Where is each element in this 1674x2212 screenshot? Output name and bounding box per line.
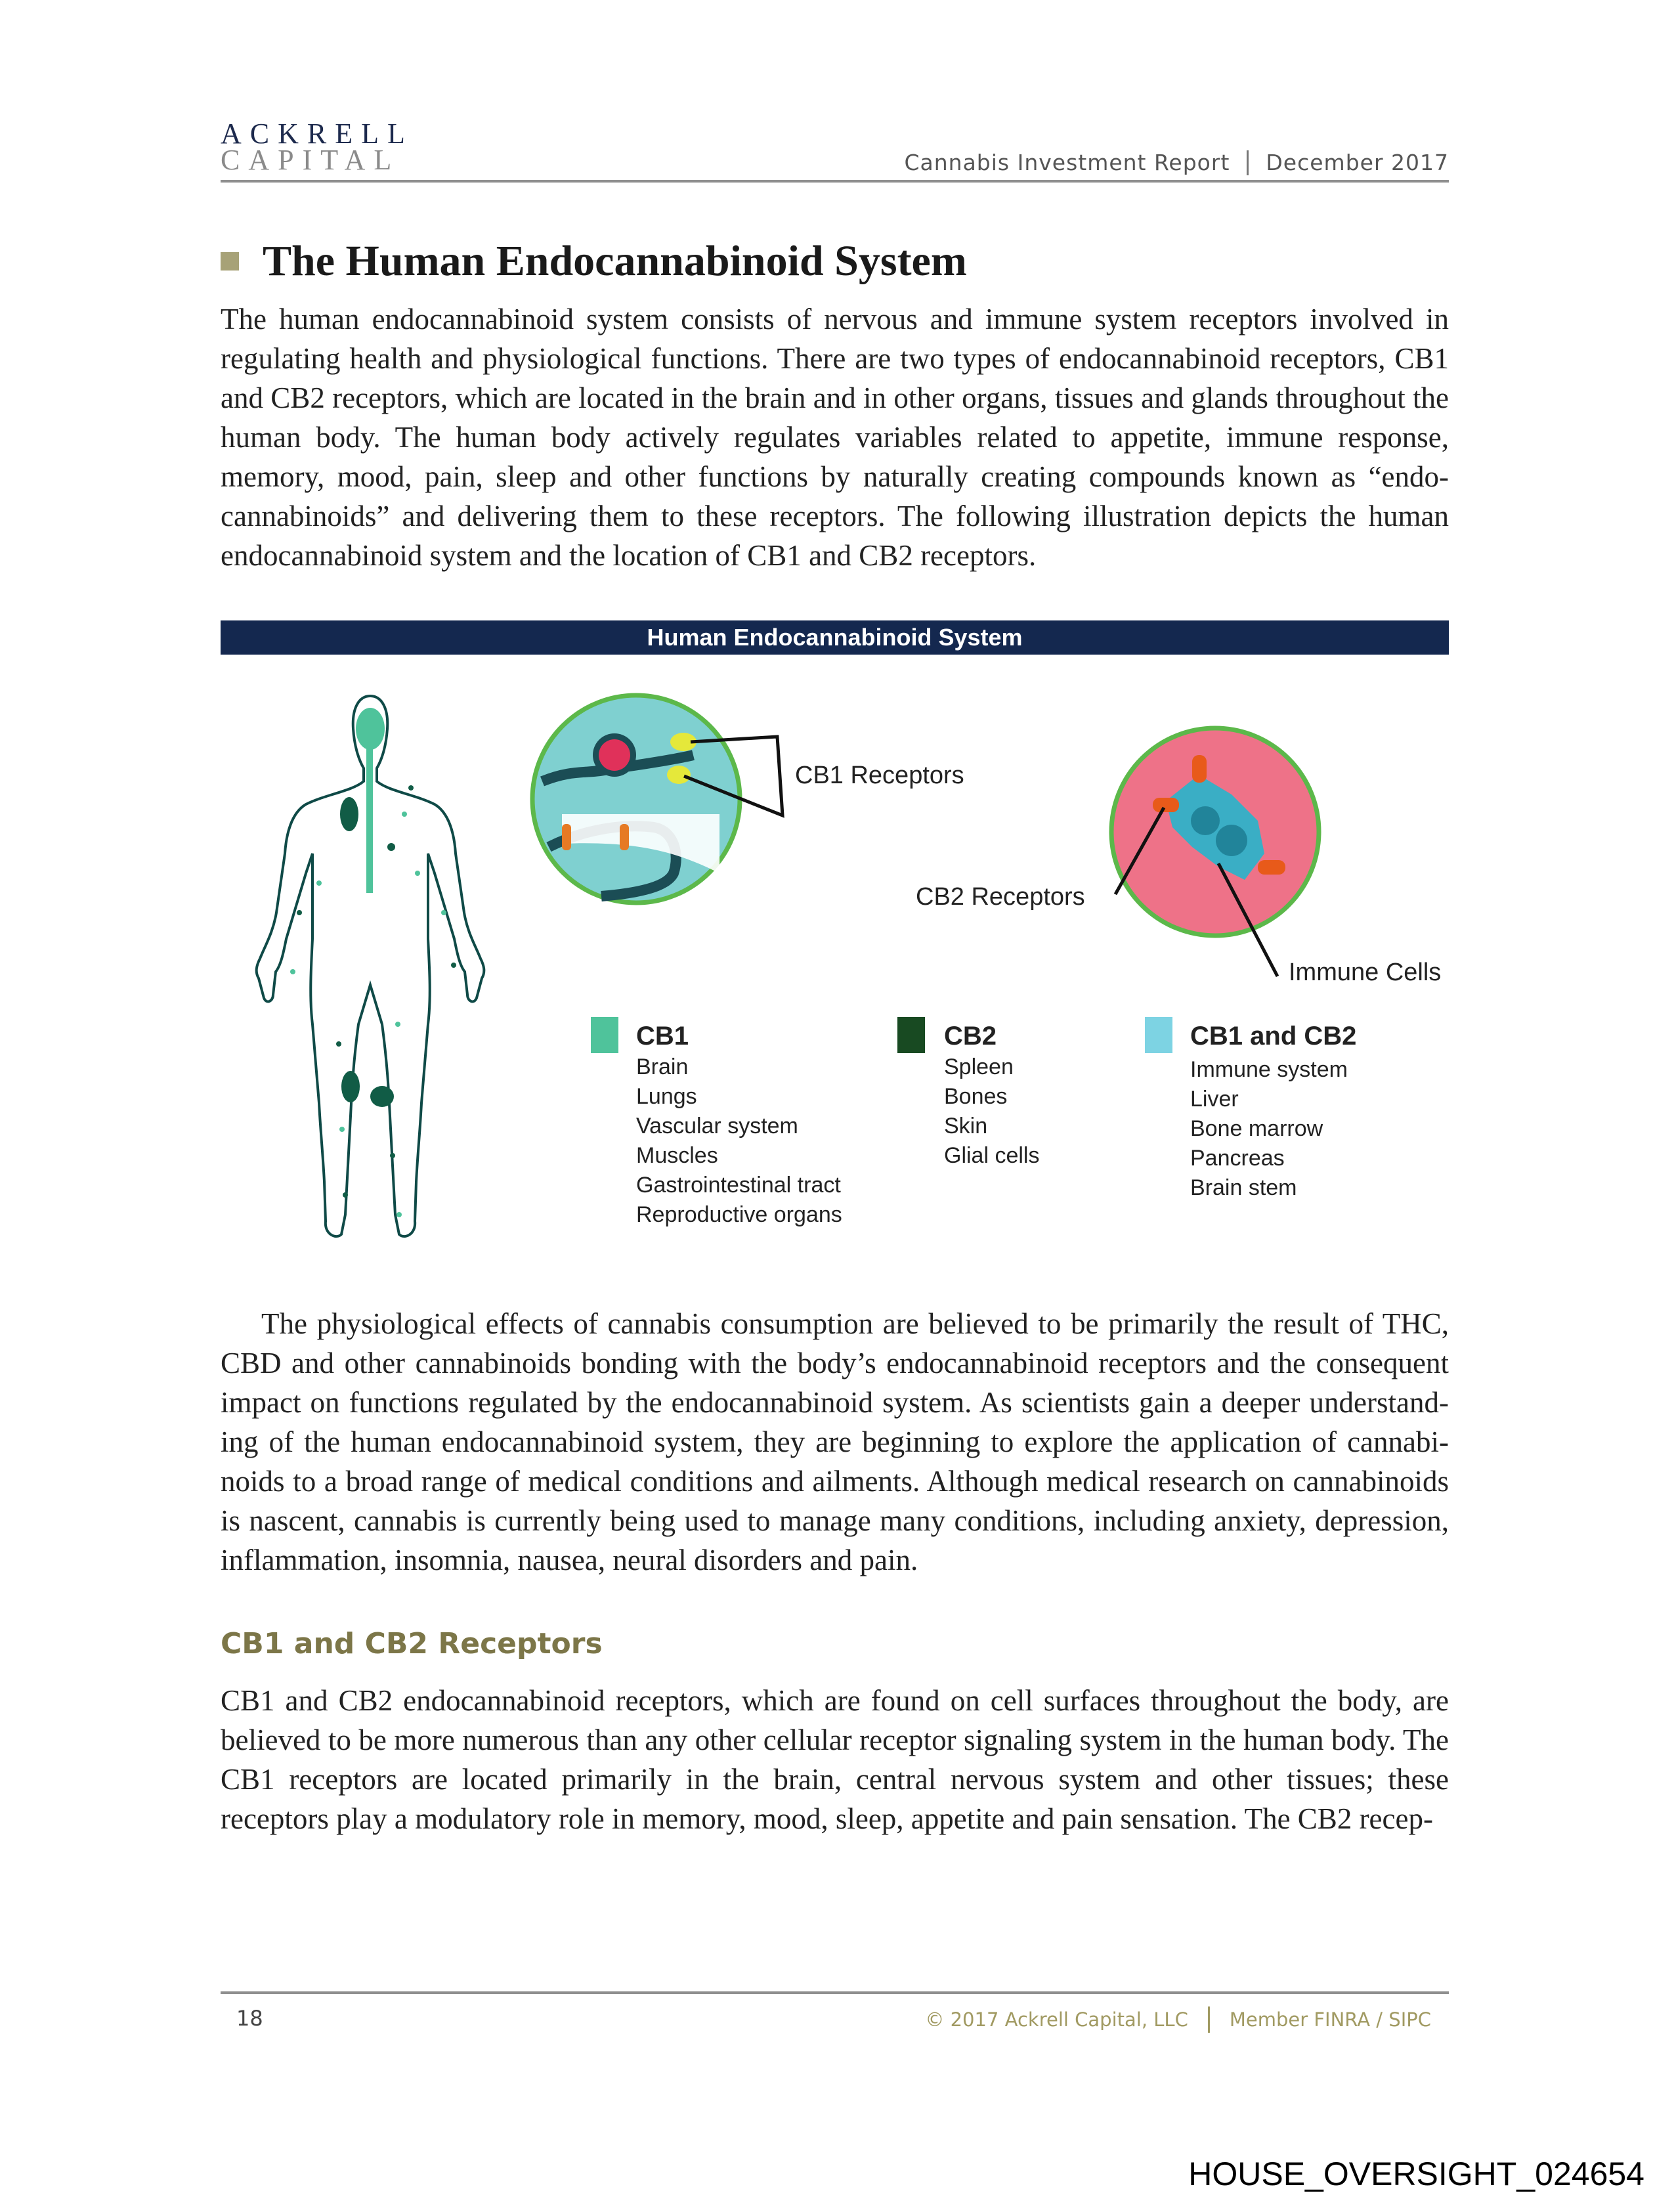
header-rule <box>221 180 1449 183</box>
immune-cells-label: Immune Cells <box>1289 959 1442 986</box>
legend-item: Muscles <box>636 1143 718 1168</box>
report-title: Cannabis Investment Report <box>904 150 1230 175</box>
title-bullet-icon <box>221 252 239 271</box>
legend-item: Pancreas <box>1190 1146 1285 1171</box>
legend-item: Bones <box>944 1084 1008 1109</box>
report-date: December 2017 <box>1266 150 1449 175</box>
cb2-receptors-label: CB2 Receptors <box>916 883 1085 911</box>
running-header <box>904 150 1449 175</box>
footer-legal <box>925 2006 1431 2033</box>
footer-rule <box>221 1991 1449 1994</box>
copyright: © 2017 Ackrell Capital, LLC <box>925 2008 1188 2031</box>
cb1-receptors-label: CB1 Receptors <box>795 762 964 789</box>
legend-cb1 <box>591 1017 842 1227</box>
endocannabinoid-diagram <box>221 657 1449 1261</box>
cb2-receptor-illustration <box>1111 728 1319 976</box>
legend-title: CB1 <box>636 1022 689 1051</box>
paragraph-receptors: CB1 and CB2 endocannabinoid receptors, which are found on cell surfaces throughout the body, are believed to be more numerous than any other cellular receptor signaling system in the human body. The CB1 receptors are located primarily in the brain, central nervous system and other tissues; these receptors play a modulatory role in memory, mood, sleep, appetite and pain sensation. The CB2 recep- <box>221 1684 1449 1835</box>
legend-item: Liver <box>1190 1087 1239 1112</box>
legend-item: Gastrointestinal tract <box>636 1173 841 1198</box>
member-finra: Member FINRA / SIPC <box>1229 2008 1431 2031</box>
section-title-text: The Human Endocannabinoid System <box>263 237 967 285</box>
legend-item: Skin <box>944 1114 988 1139</box>
logo-capital: CAPITAL <box>221 144 400 176</box>
legend-item: Lungs <box>636 1084 697 1109</box>
legend-title: CB2 <box>944 1022 997 1051</box>
legend-item: Immune system <box>1190 1057 1348 1082</box>
legend-item: Glial cells <box>944 1143 1040 1168</box>
bates-stamp: HOUSE_OVERSIGHT_024654 <box>1188 2156 1644 2192</box>
legend-item: Brain <box>636 1054 689 1079</box>
cb1-swatch <box>591 1017 618 1053</box>
legend-item: Brain stem <box>1190 1175 1297 1200</box>
legend-cb2 <box>897 1017 1039 1168</box>
section-title <box>221 236 967 286</box>
intro-paragraph: The human endocannabinoid system consists of nervous and immune system receptors involved in regulating health and physiological functions. There are two types of endocannabinoid receptors, CB1 and CB2 receptors, which are located in the brain and in other organs, tissues and glands throughout the human body. The human body actively regulates variables related to appetite, immune response, memory, mood, pain, sleep and other functions by naturally creating compounds known as “endo-cannabinoids” and delivering them to these receptors. The following illustration depicts the human endocannabinoid system and the location of CB1 and CB2 receptors. <box>221 303 1449 572</box>
page-number: 18 <box>236 2006 263 2031</box>
figure-title: Human Endocannabinoid System <box>221 620 1449 655</box>
legend-item: Spleen <box>944 1054 1014 1079</box>
legend-item: Vascular system <box>636 1114 798 1139</box>
logo-ackrell: ACKRELL <box>221 118 414 150</box>
legend-title: CB1 and CB2 <box>1190 1022 1357 1051</box>
footer-divider <box>1208 2006 1210 2033</box>
legend-item: Bone marrow <box>1190 1116 1323 1141</box>
subheading-receptors: CB1 and CB2 Receptors <box>221 1627 603 1660</box>
header-divider <box>1247 150 1249 175</box>
cb2-swatch <box>897 1017 925 1053</box>
cb1-cb2-swatch <box>1145 1017 1172 1053</box>
receptor-dots <box>290 708 456 1217</box>
cb1-receptor-illustration <box>532 695 783 903</box>
legend-cb1-and-cb2 <box>1145 1017 1356 1200</box>
paragraph-effects: The physiological effects of cannabis consumption are believed to be primarily the result of THC, CBD and other cannabinoids bonding with the body’s endocannabinoid receptors and the consequent impact on functions regulated by the endocannabinoid system. As scientists gain a deeper understand-ing of the human endocannabinoid system, they are beginning to explore the application of cannabi-noids to a broad range of medical conditions and ailments. Although medical research on cannabinoids is nascent, cannabis is currently being used to manage many conditions, including anxiety, depression, inflammation, insomnia, nausea, neural disorders and pain. <box>221 1307 1449 1576</box>
legend-item: Reproductive organs <box>636 1202 842 1227</box>
